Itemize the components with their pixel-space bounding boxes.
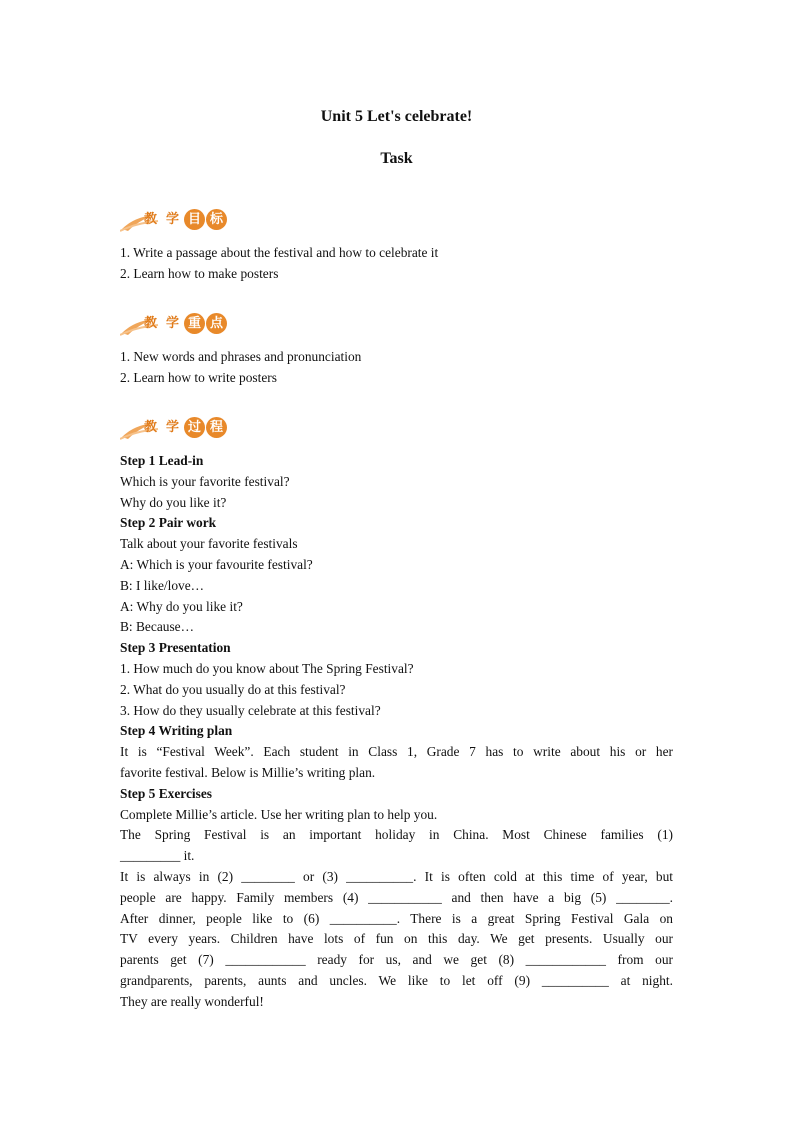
step-heading: Step 3 Presentation: [120, 640, 231, 656]
text-line: The Spring Festival is an important holiday in China. Most Chinese families (1): [120, 827, 673, 843]
text-line: After dinner, people like to (6) __________. There is a great Spring Festival Gala on: [120, 910, 673, 926]
text-line: parents get (7) ____________ ready for us, and we get (8) ____________ from our: [120, 952, 673, 968]
text-line: favorite festival. Below is Millie’s writing plan.: [120, 764, 376, 780]
process-badge: [120, 415, 230, 441]
text-line: It is always in (2) ________ or (3) __________. It is often cold at this time of year, but: [120, 868, 673, 884]
text-line: TV every years. Children have lots of fun on this day. We get presents. Usually our: [120, 931, 673, 947]
badge-char: 目: [184, 209, 205, 230]
badge-char: 教: [143, 420, 157, 435]
text-line: 3. How do they usually celebrate at this festival?: [120, 702, 381, 718]
badge-char: 过: [184, 417, 205, 438]
list-item: 1. Write a passage about the festival and how to celebrate it: [120, 245, 439, 260]
list-item: 2. Learn how to make posters: [120, 265, 279, 281]
badge-char: 学: [165, 316, 179, 331]
list-item: 2. Learn how to write posters: [120, 369, 277, 385]
badge-char: 重: [184, 313, 205, 334]
step-heading: Step 5 Exercises: [120, 785, 212, 801]
badge-char: 学: [165, 212, 179, 227]
badge-char: 教: [143, 316, 157, 331]
text-line: B: I like/love…: [120, 577, 205, 593]
step-heading: Step 4 Writing plan: [120, 723, 233, 739]
badge-char: 标: [206, 209, 227, 230]
key-points-list: [120, 347, 673, 389]
key-points-badge: [120, 311, 230, 337]
text-line: _________ it.: [120, 848, 195, 864]
objectives-badge: [120, 207, 230, 233]
badge-char: 教: [143, 212, 157, 227]
process-content: [120, 451, 673, 1013]
text-line: Which is your favorite festival?: [120, 473, 290, 489]
badge-char: 学: [165, 420, 179, 435]
badge-char: 程: [206, 417, 227, 438]
text-line: A: Which is your favourite festival?: [120, 556, 313, 572]
text-line: Talk about your favorite festivals: [120, 536, 298, 552]
text-line: A: Why do you like it?: [120, 598, 243, 614]
page-subtitle: Task: [380, 150, 413, 167]
step-heading: Step 2 Pair work: [120, 515, 217, 531]
page-title: Unit 5 Let's celebrate!: [320, 108, 473, 125]
text-line: It is “Festival Week”. Each student in Class 1, Grade 7 has to write about his or her: [120, 744, 673, 760]
text-line: B: Because…: [120, 619, 195, 635]
text-line: Complete Millie’s article. Use her writing plan to help you.: [120, 806, 438, 822]
text-line: Why do you like it?: [120, 494, 227, 510]
text-line: 1. How much do you know about The Spring Festival?: [120, 660, 414, 676]
step-heading: Step 1 Lead-in: [120, 453, 204, 468]
objectives-list: [120, 243, 673, 285]
text-line: They are really wonderful!: [120, 993, 264, 1009]
badge-char: 点: [206, 313, 227, 334]
text-line: people are happy. Family members (4) ___________ and then have a big (5) ________.: [120, 889, 673, 905]
list-item: 1. New words and phrases and pronunciation: [120, 349, 362, 364]
text-line: 2. What do you usually do at this festival?: [120, 681, 346, 697]
text-line: grandparents, parents, aunts and uncles. We like to let off (9) __________ at night.: [120, 972, 673, 988]
